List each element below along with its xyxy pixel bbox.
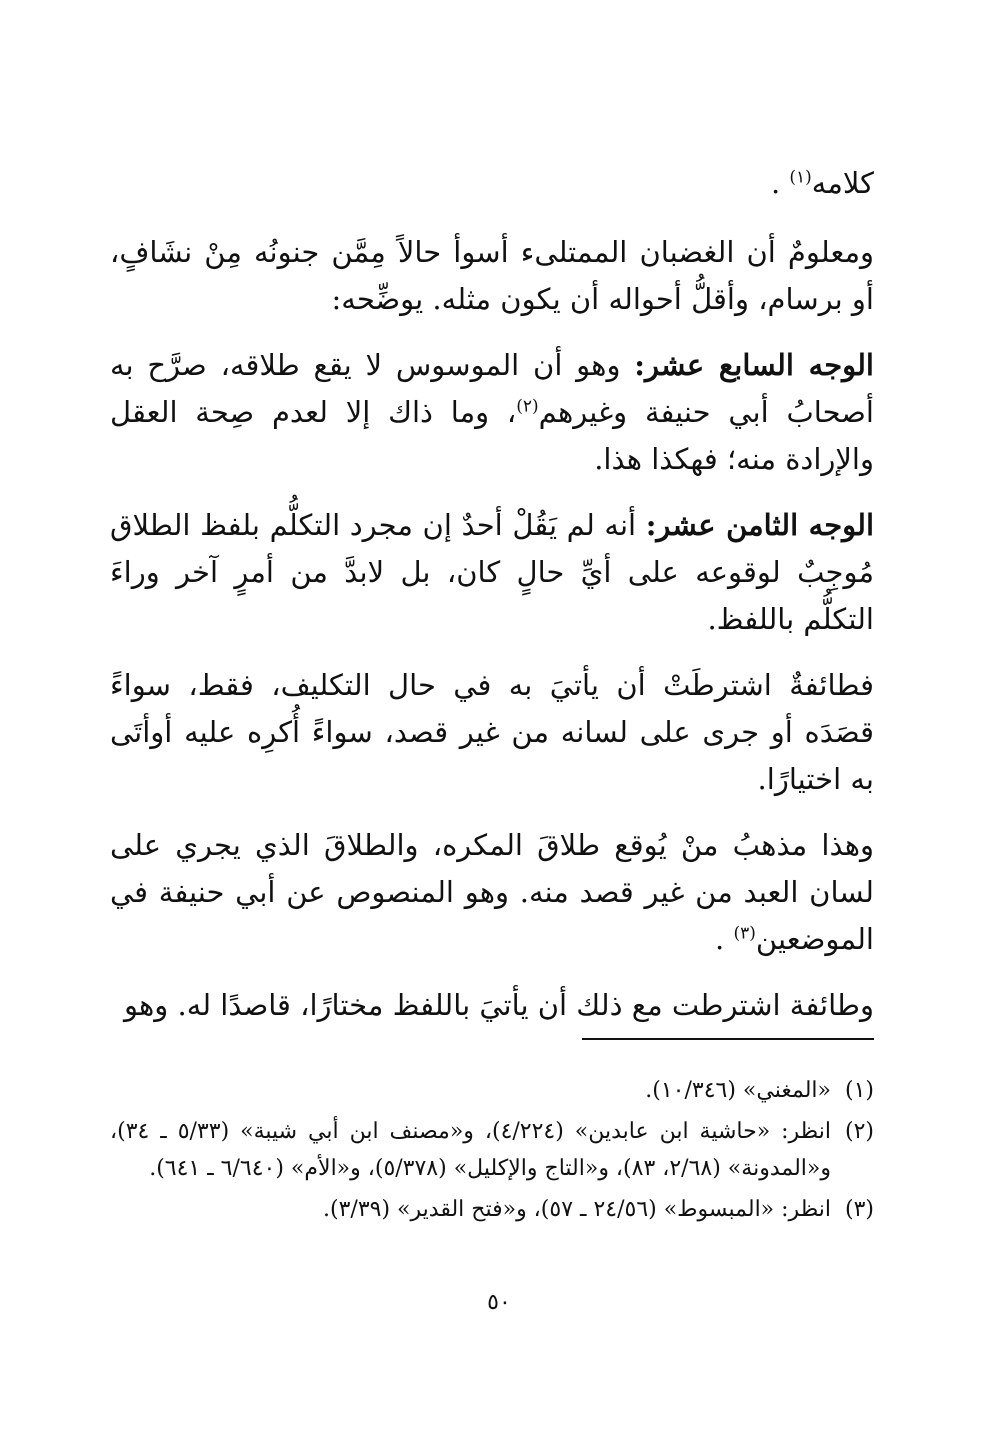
paragraph-3 [110, 502, 874, 643]
footnote-2 [110, 1113, 874, 1187]
paragraph-2-text-b: ، وما ذاك إلا لعدم صِحة العقل والإرادة منه؛ فهكذا هذا. [110, 395, 874, 476]
footnote-divider [582, 1038, 874, 1040]
page-number: ٥٠ [487, 1290, 511, 1315]
section-heading-18: الوجه الثامن عشر: [645, 508, 875, 542]
section-heading-17: الوجه السابع عشر: [634, 348, 874, 382]
footnote-ref-2[interactable]: (٢) [516, 396, 539, 417]
footnote-1-text: «المغني» (١٠/٣٤٦). [645, 1078, 831, 1103]
footnote-2-number: (٢) [844, 1119, 874, 1144]
paragraph-5-end: . [715, 922, 725, 956]
paragraph-5 [110, 822, 874, 963]
footnote-1 [110, 1072, 874, 1109]
footnote-2-text: انظر: «حاشية ابن عابدين» (٤/٢٢٤)، و«مصنف ابن أبي شيبة» (٥/٣٣ ـ ٣٤)، و«المدونة» (٢/٦٨، ٨٣)، و«التاج والإكليل» (٥/٣٧٨)، و«الأم» (٦/٦٤٠ ـ ٦٤١). [110, 1119, 831, 1181]
paragraph-1: ومعلومٌ أن الغضبان الممتلىء أسوأ حالاً مِمَّن جنونُه مِنْ نشَافٍ، أو برسام، وأقلُّ أحواله أن يكون مثله. يوضِّحه: [110, 235, 874, 316]
paragraph-2-text-a: وهو أن الموسوس لا يقع طلاقه، صرَّح به أصحابُ أبي حنيفة وغيرهم [110, 348, 874, 429]
paragraph-5-text-a: وهذا مذهبُ منْ يُوقع طلاقَ المكره، والطلاقَ الذي يجري على لسان العبد من غير قصد منه. وهو المنصوص عن أبي حنيفة في الموضعين [110, 828, 874, 956]
page-body [110, 160, 874, 1048]
paragraph-2 [110, 342, 874, 483]
paragraph-0-end: . [770, 166, 781, 200]
footnotes [110, 1072, 874, 1232]
paragraph-0-text: كلامه [811, 166, 874, 200]
paragraph-3-text: أنه لم يَقُلْ أحدٌ إن مجرد التكلُّم بلفظ الطلاق مُوجِبٌ لوقوعه على أيِّ حالٍ كان، بل لابدَّ من أمرٍ آخر وراءَ التكلُّم باللفظ. [110, 508, 874, 636]
footnote-3-text: انظر: «المبسوط» (٢٤/٥٦ ـ ٥٧)، و«فتح القدير» (٣/٣٩). [323, 1197, 831, 1222]
footnote-ref-3[interactable]: (٣) [733, 923, 756, 944]
footnote-1-number: (١) [844, 1078, 874, 1103]
footnote-3-number: (٣) [844, 1197, 874, 1222]
paragraph-0 [110, 160, 874, 207]
paragraph-6: وطائفة اشترطت مع ذلك أن يأتيَ باللفظ مختارًا، قاصدًا له. وهو [123, 988, 874, 1022]
footnote-ref-1[interactable]: (١) [789, 167, 812, 188]
footnote-3 [110, 1191, 874, 1228]
paragraph-4: فطائفةٌ اشترطَتْ أن يأتيَ به في حال التكليف، فقط، سواءً قصَدَه أو جرى على لسانه من غير قصد، سواءً أُكرِه عليه أوأتَى به اختيارًا. [110, 668, 874, 796]
